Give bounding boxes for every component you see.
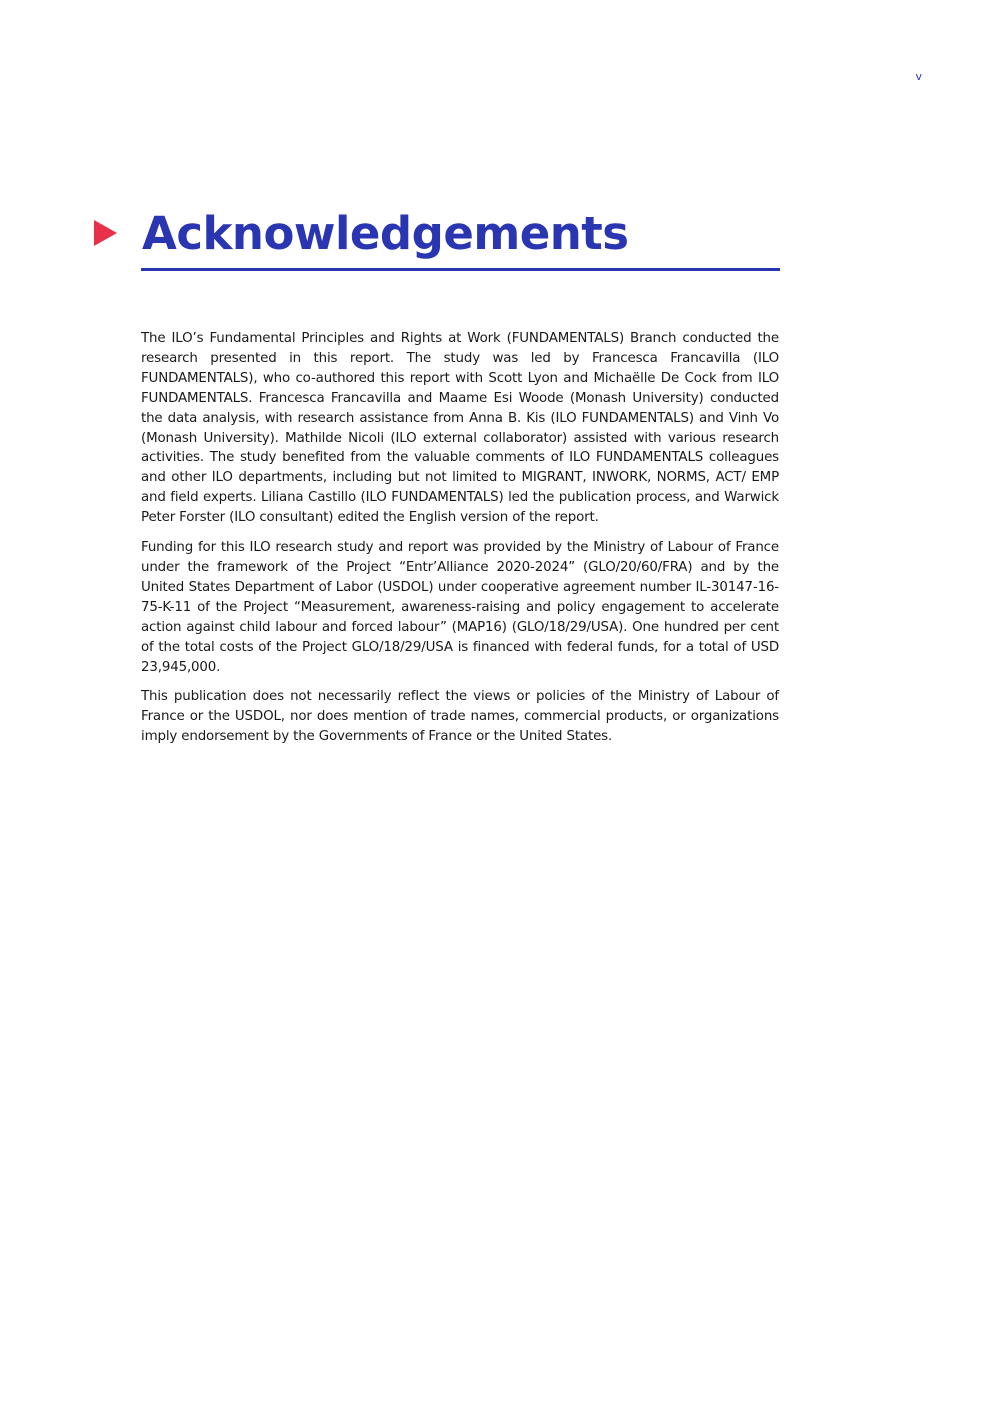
triangle-right-icon bbox=[94, 220, 117, 246]
paragraph-research-team: The ILO’s Fundamental Principles and Rights at Work (FUNDAMENTALS) Branch conducted the research presented in this report. The study was led by Francesca Francavilla (ILO FUNDAMENTALS), who co-authored this report with Scott Lyon and Michaëlle De Cock from ILO FUNDAMENTALS. Francesca Francavilla and Maame Esi Woode (Monash University) conducted the data analysis, with research assistance from Anna B. Kis (ILO FUNDAMENTALS) and Vinh Vo (Monash University). Mathilde Nicoli (ILO external collaborator) assisted with various research activities. The study benefited from the valuable comments of ILO FUNDAMENTALS colleagues and other ILO departments, including but not limited to MIGRANT, INWORK, NORMS, ACT/ EMP and field experts. Liliana Castillo (ILO FUNDAMENTALS) led the publication process, and Warwick Peter Forster (ILO consultant) edited the English version of the report. bbox=[141, 331, 779, 526]
paragraph-disclaimer: This publication does not necessarily reflect the views or policies of the Ministry of Labour of France or the USDOL, nor does mention of trade names, commercial products, or organizations imply endorsement by the Governments of France or the United States. bbox=[141, 689, 779, 745]
page-title: Acknowledgements bbox=[142, 207, 629, 260]
page-number: v bbox=[915, 70, 922, 83]
title-underline bbox=[141, 268, 780, 271]
acknowledgements-body bbox=[141, 329, 779, 757]
paragraph-funding: Funding for this ILO research study and report was provided by the Ministry of Labour of France under the framework of the Project “Entr’Alliance 2020-2024” (GLO/20/60/FRA) and by the United States Department of Labor (USDOL) under cooperative agreement number IL-30147-16-75-K-11 of the Project “Measurement, awareness-raising and policy engagement to accelerate action against child labour and forced labour” (MAP16) (GLO/18/29/USA). One hundred per cent of the total costs of the Project GLO/18/29/USA is financed with federal funds, for a total of USD 23,945,000. bbox=[141, 540, 779, 675]
